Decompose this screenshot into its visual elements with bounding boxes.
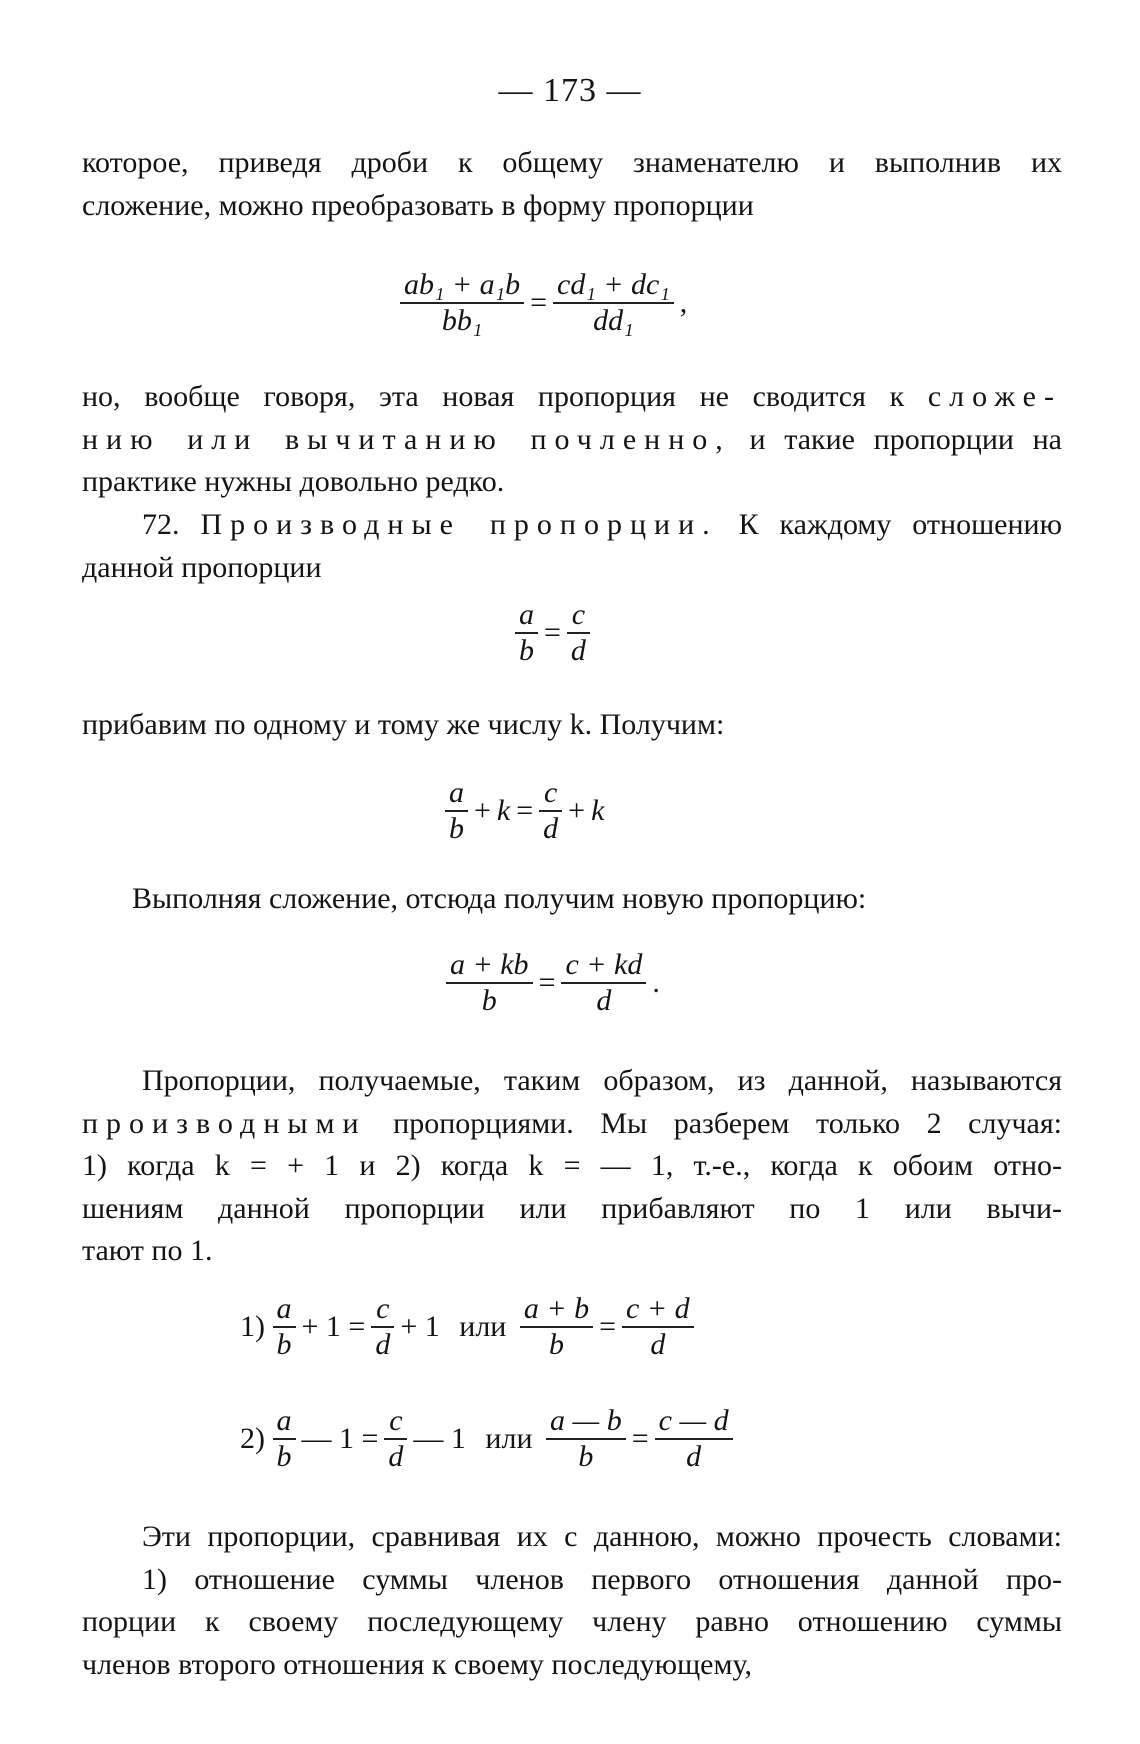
numerator: ab₁ + a₁b	[400, 268, 524, 304]
emphasis-spaced: сложе-	[927, 380, 1062, 413]
numerator: c	[567, 598, 590, 634]
denominator: b	[519, 634, 534, 667]
fraction	[515, 598, 538, 668]
fraction	[567, 598, 590, 668]
fraction	[273, 1404, 296, 1474]
denominator: b	[481, 984, 497, 1017]
text-line: которое, приведя дроби к общему знаменателю и выполнив их	[82, 146, 1062, 179]
denominator: d	[375, 1328, 391, 1361]
numerator: a + kb	[446, 948, 533, 984]
plus-sign: +	[568, 794, 586, 827]
section-72	[82, 504, 1062, 589]
text-span: и такие пропорции на	[749, 422, 1062, 456]
page-number: — 173 —	[498, 72, 642, 109]
text-line: порции к своему последующему члену равно отношению суммы	[82, 1605, 1062, 1638]
numerator: c — d	[655, 1404, 733, 1440]
case-label: 2)	[240, 1422, 265, 1455]
formula-add-k	[445, 776, 604, 846]
text-line: 1) когда k = + 1 и 2) когда k = — 1, т.-е., когда к обоим отно-	[82, 1149, 1062, 1182]
formula-case-2	[240, 1404, 733, 1474]
section-title: Производные пропорции.	[200, 508, 718, 541]
text-line: тают по 1.	[82, 1234, 213, 1267]
fraction	[400, 268, 524, 338]
text-span: пропорциями. Мы разберем только 2 случая:	[393, 1106, 1062, 1140]
paragraph-intro	[82, 142, 1062, 227]
numerator: cd₁ + dc₁	[553, 268, 674, 304]
punctuation: ,	[679, 286, 688, 319]
fraction	[546, 1404, 626, 1474]
text-line	[82, 1103, 1062, 1146]
numerator: a + b	[520, 1292, 593, 1328]
paragraph-new-proportion	[132, 878, 1062, 921]
formula-combined-proportion	[400, 268, 693, 338]
fraction	[520, 1292, 593, 1362]
fraction	[384, 1404, 407, 1474]
paragraph-remark	[82, 376, 1062, 504]
denominator: b	[548, 1328, 564, 1361]
equals-sign: =	[631, 1422, 649, 1455]
numerator: c	[539, 776, 562, 812]
paragraph-add-k	[82, 704, 1062, 747]
fraction	[622, 1292, 694, 1362]
text-line	[82, 419, 1062, 462]
denominator: d	[686, 1440, 702, 1473]
paragraph-derived-proportions	[82, 1060, 1062, 1273]
operator: + 1 =	[301, 1310, 366, 1343]
fraction	[553, 268, 674, 338]
denominator: d	[650, 1328, 666, 1361]
fraction	[446, 948, 533, 1018]
conjunction-or: или	[485, 1422, 533, 1455]
text-span: но, вообще говоря, эта новая пропорция не сводится к	[82, 380, 905, 413]
denominator: d	[543, 812, 559, 845]
text-line	[82, 376, 1062, 419]
fraction	[273, 1292, 296, 1362]
formula-derived-general	[446, 948, 666, 1018]
paragraph-reading	[82, 1516, 1062, 1686]
text-line: Эти пропорции, сравнивая их с данною, можно прочесть словами:	[142, 1520, 1062, 1553]
fraction	[561, 948, 646, 1018]
equals-sign: =	[544, 616, 561, 649]
denominator: dd₁	[593, 304, 634, 337]
denominator: b	[276, 1440, 292, 1473]
conjunction-or: или	[459, 1310, 507, 1343]
section-number: 72.	[142, 508, 180, 541]
variable-k: k	[591, 794, 605, 827]
text-line: 1) отношение суммы членов первого отношения данной про-	[142, 1562, 1062, 1596]
variable-k: k	[496, 794, 511, 827]
equals-sign: =	[516, 794, 534, 827]
operator: — 1	[413, 1422, 466, 1455]
text-line: сложение, можно преобразовать в форму пропорции	[82, 188, 754, 222]
operator: + 1	[400, 1310, 440, 1343]
numerator: c + d	[622, 1292, 694, 1328]
text-line: шениям данной пропорции или прибавляют по 1 или вычи-	[82, 1191, 1062, 1225]
denominator: b	[449, 812, 464, 845]
text-line: прибавим по одному и тому же числу k. Получим:	[82, 708, 725, 741]
fraction	[539, 776, 562, 846]
emphasis-spaced: производными	[82, 1106, 367, 1140]
case-label: 1)	[240, 1310, 265, 1343]
section-heading-line	[82, 504, 1062, 547]
numerator: a — b	[546, 1404, 626, 1440]
plus-sign: +	[474, 794, 491, 827]
denominator: bb₁	[441, 304, 483, 337]
text-line: членов второго отношения к своему последующему,	[82, 1647, 752, 1681]
numerator: a	[445, 776, 468, 812]
numerator: c	[384, 1404, 407, 1440]
equals-sign: =	[530, 286, 548, 319]
numerator: c	[371, 1292, 394, 1328]
numerator: c + kd	[561, 948, 646, 984]
equals-sign: =	[538, 966, 556, 999]
numerator: a	[273, 1292, 296, 1328]
formula-base-proportion	[515, 598, 590, 668]
punctuation: .	[652, 966, 660, 999]
operator: — 1 =	[301, 1422, 379, 1455]
fraction	[655, 1404, 733, 1474]
denominator: b	[276, 1328, 292, 1361]
text-line: Выполняя сложение, отсюда получим новую пропорцию:	[132, 882, 867, 915]
denominator: d	[388, 1440, 404, 1473]
text-line: данной пропорции	[82, 550, 322, 584]
formula-case-1	[240, 1292, 694, 1362]
text-span: К каждому отношению	[738, 508, 1063, 541]
emphasis-spaced: нию или вычитанию почленно,	[82, 422, 731, 456]
text-line: Пропорции, получаемые, таким образом, из данной, называются	[142, 1064, 1062, 1097]
denominator: b	[578, 1440, 594, 1473]
fraction	[371, 1292, 394, 1362]
numerator: a	[515, 598, 538, 634]
fraction	[445, 776, 468, 846]
text-line: практике нужны довольно редко.	[82, 465, 505, 498]
denominator: d	[596, 984, 612, 1017]
numerator: a	[273, 1404, 296, 1440]
denominator: d	[570, 634, 586, 667]
equals-sign: =	[599, 1310, 617, 1343]
